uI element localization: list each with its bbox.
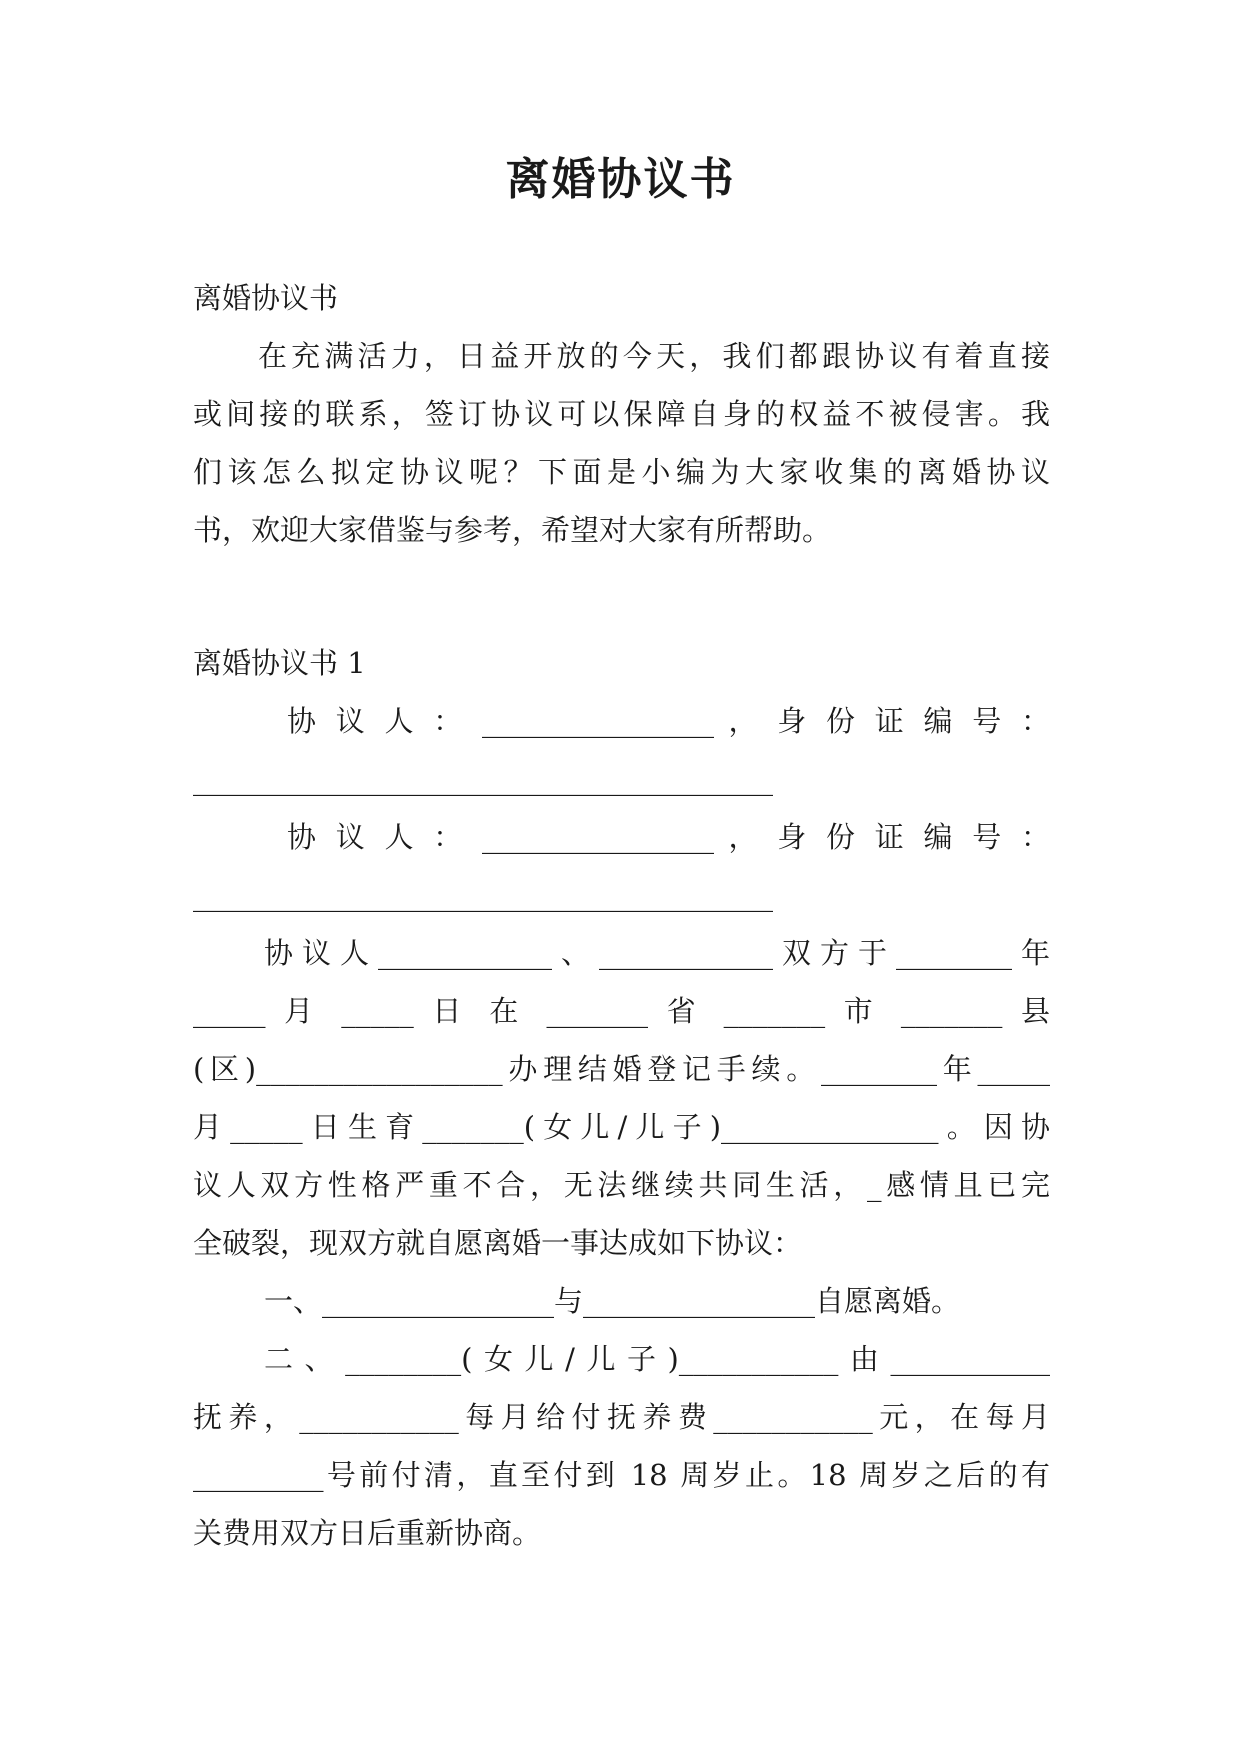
agreement-line: 议人双方性格严重不合，无法继续共同生活，_感情且已完 xyxy=(193,1168,1050,1202)
intro-paragraph-line: 书，欢迎大家借鉴与参考，希望对大家有所帮助。 xyxy=(193,513,832,547)
clause-line: _________号前付清，直至付到 18 周岁止。18 周岁之后的有 xyxy=(193,1458,1050,1492)
party-line: 协 议 人 ： ________________ ， 身 份 证 编 号 ： xyxy=(287,820,1050,854)
agreement-line: _____ 月 _____ 日 在 _______ 省 _______ 市 _______ 县 xyxy=(193,994,1050,1028)
agreement-line: 全破裂，现双方就自愿离婚一事达成如下协议： xyxy=(193,1226,803,1260)
clause-line: 关费用双方日后重新协商。 xyxy=(193,1516,542,1550)
section-heading: 离婚协议书 1 xyxy=(193,646,366,680)
agreement-line: 月_____日生育_______(女儿/儿子)_______________。因协 xyxy=(193,1110,1050,1144)
clause-line: 二、________(女儿/儿子)___________由___________ xyxy=(264,1342,1050,1376)
intro-heading: 离婚协议书 xyxy=(193,281,339,315)
document-title: 离婚协议书 xyxy=(505,154,736,205)
clause-line: 抚养，___________每月给付抚养费___________元，在每月 xyxy=(193,1400,1050,1434)
intro-paragraph-line: 或间接的联系，签订协议可以保障自身的权益不被侵害。我 xyxy=(193,397,1050,431)
agreement-line: (区)_________________办理结婚登记手续。________年_____ xyxy=(193,1052,1050,1086)
blank-line: ________________________________________ xyxy=(193,762,773,796)
blank-line: ________________________________________ xyxy=(193,878,773,912)
party-line: 协 议 人 ： ________________ ， 身 份 证 编 号 ： xyxy=(287,704,1050,738)
clause-line: 一、________________与________________自愿离婚。 xyxy=(264,1284,961,1318)
intro-paragraph-line: 在充满活力，日益开放的今天，我们都跟协议有着直接 xyxy=(258,339,1050,373)
intro-paragraph-line: 们该怎么拟定协议呢？下面是小编为大家收集的离婚协议 xyxy=(193,455,1050,489)
agreement-line: 协议人____________、____________双方于________年 xyxy=(264,936,1050,970)
